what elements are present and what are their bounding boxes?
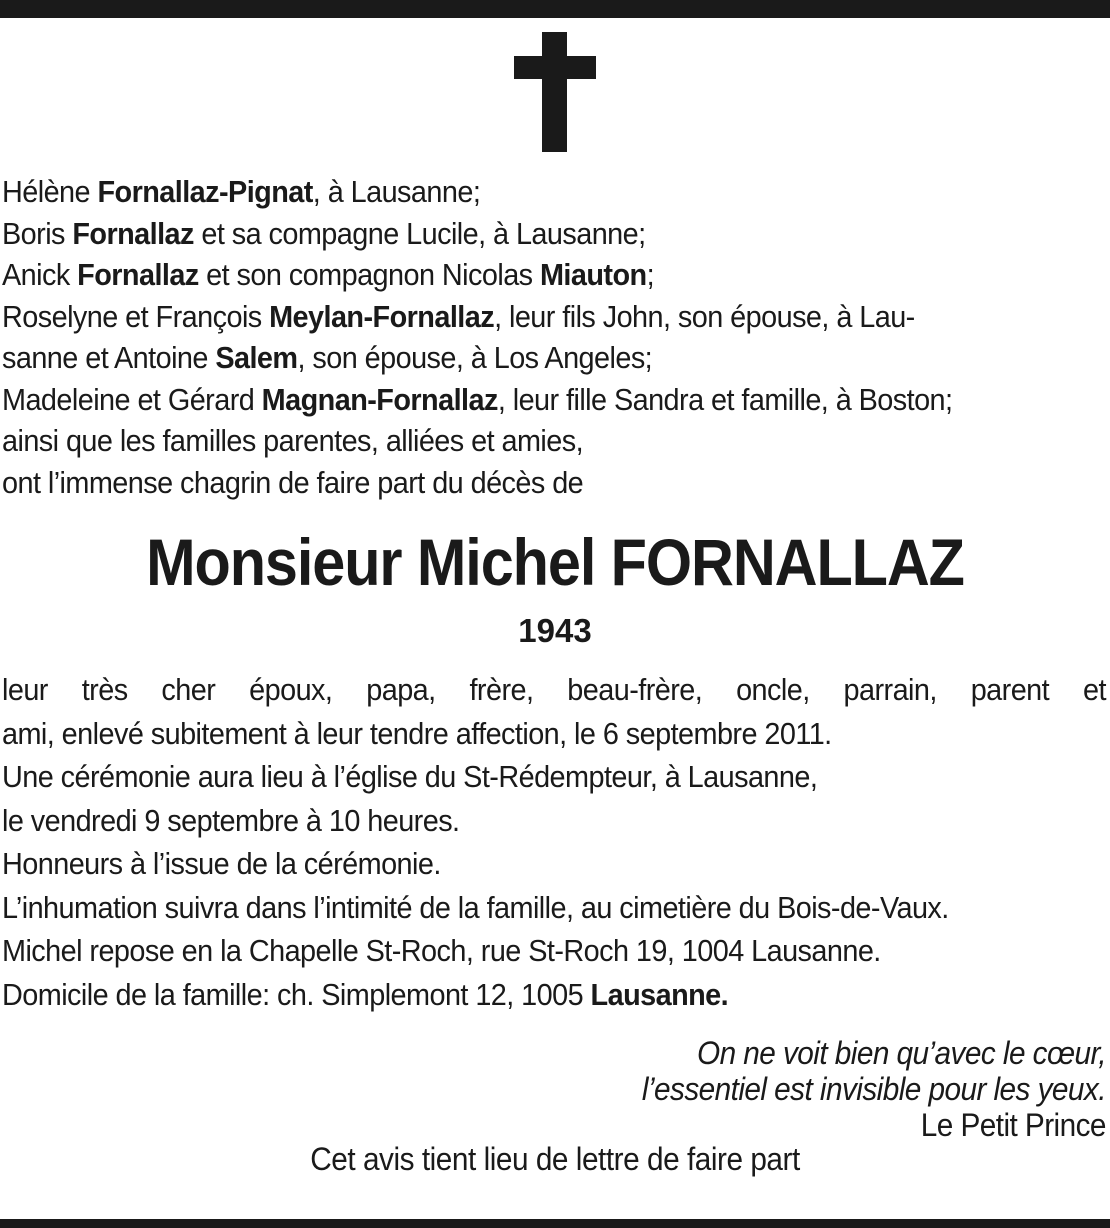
notice-footer: Cet avis tient lieu de lettre de faire part xyxy=(310,1141,800,1177)
body-line: leur très cher époux, papa, frère, beau-frère, oncle, parrain, parent et xyxy=(2,672,1106,707)
body-line: L’inhumation suivra dans l’intimité de la famille, au cimetière du Bois-de-Vaux. xyxy=(2,889,949,925)
top-rule xyxy=(0,0,1110,18)
quote-line-1: On ne voit bien qu’avec le cœur, xyxy=(697,1035,1106,1071)
deceased-name: Monsieur Michel FORNALLAZ xyxy=(146,525,964,599)
family-line: Madeleine et Gérard Magnan-Fornallaz, leur fille Sandra et famille, à Boston; xyxy=(2,381,953,417)
family-line: Anick Fornallaz et son compagnon Nicolas Miauton; xyxy=(2,257,655,292)
bottom-rule xyxy=(0,1219,1110,1228)
family-line: ainsi que les familles parentes, alliées et amies, xyxy=(2,423,584,458)
family-list xyxy=(2,171,1106,503)
body-line: Honneurs à l’issue de la cérémonie. xyxy=(2,846,441,881)
quote-line-2: l’essentiel est invisible pour les yeux. xyxy=(641,1071,1106,1107)
family-line: Boris Fornallaz et sa compagne Lucile, à Lausanne; xyxy=(2,215,646,251)
body-line: ami, enlevé subitement à leur tendre affection, le 6 septembre 2011. xyxy=(2,715,832,751)
birth-year: 1943 xyxy=(518,612,592,649)
domicile-line: Domicile de la famille: ch. Simplemont 12, 1005 Lausanne. xyxy=(2,976,729,1012)
quote xyxy=(642,1035,1106,1143)
family-line: ont l’immense chagrin de faire part du décès de xyxy=(2,464,584,500)
body-line: le vendredi 9 septembre à 10 heures. xyxy=(2,802,460,838)
family-line: Roselyne et François Meylan-Fornallaz, leur fils John, son épouse, à Lau- xyxy=(2,298,915,334)
header xyxy=(0,32,1110,152)
quote-author: Le Petit Prince xyxy=(920,1107,1106,1143)
latin-cross-icon xyxy=(514,32,596,152)
body-line: Une cérémonie aura lieu à l’église du St-Rédempteur, à Lausanne, xyxy=(2,759,818,794)
family-line: sanne et Antoine Salem, son épouse, à Los Angeles; xyxy=(2,340,653,375)
body-line: Michel repose en la Chapelle St-Roch, rue St-Roch 19, 1004 Lausanne. xyxy=(2,933,881,968)
announcement-body xyxy=(2,668,1106,1016)
family-line: Hélène Fornallaz-Pignat, à Lausanne; xyxy=(2,174,481,209)
